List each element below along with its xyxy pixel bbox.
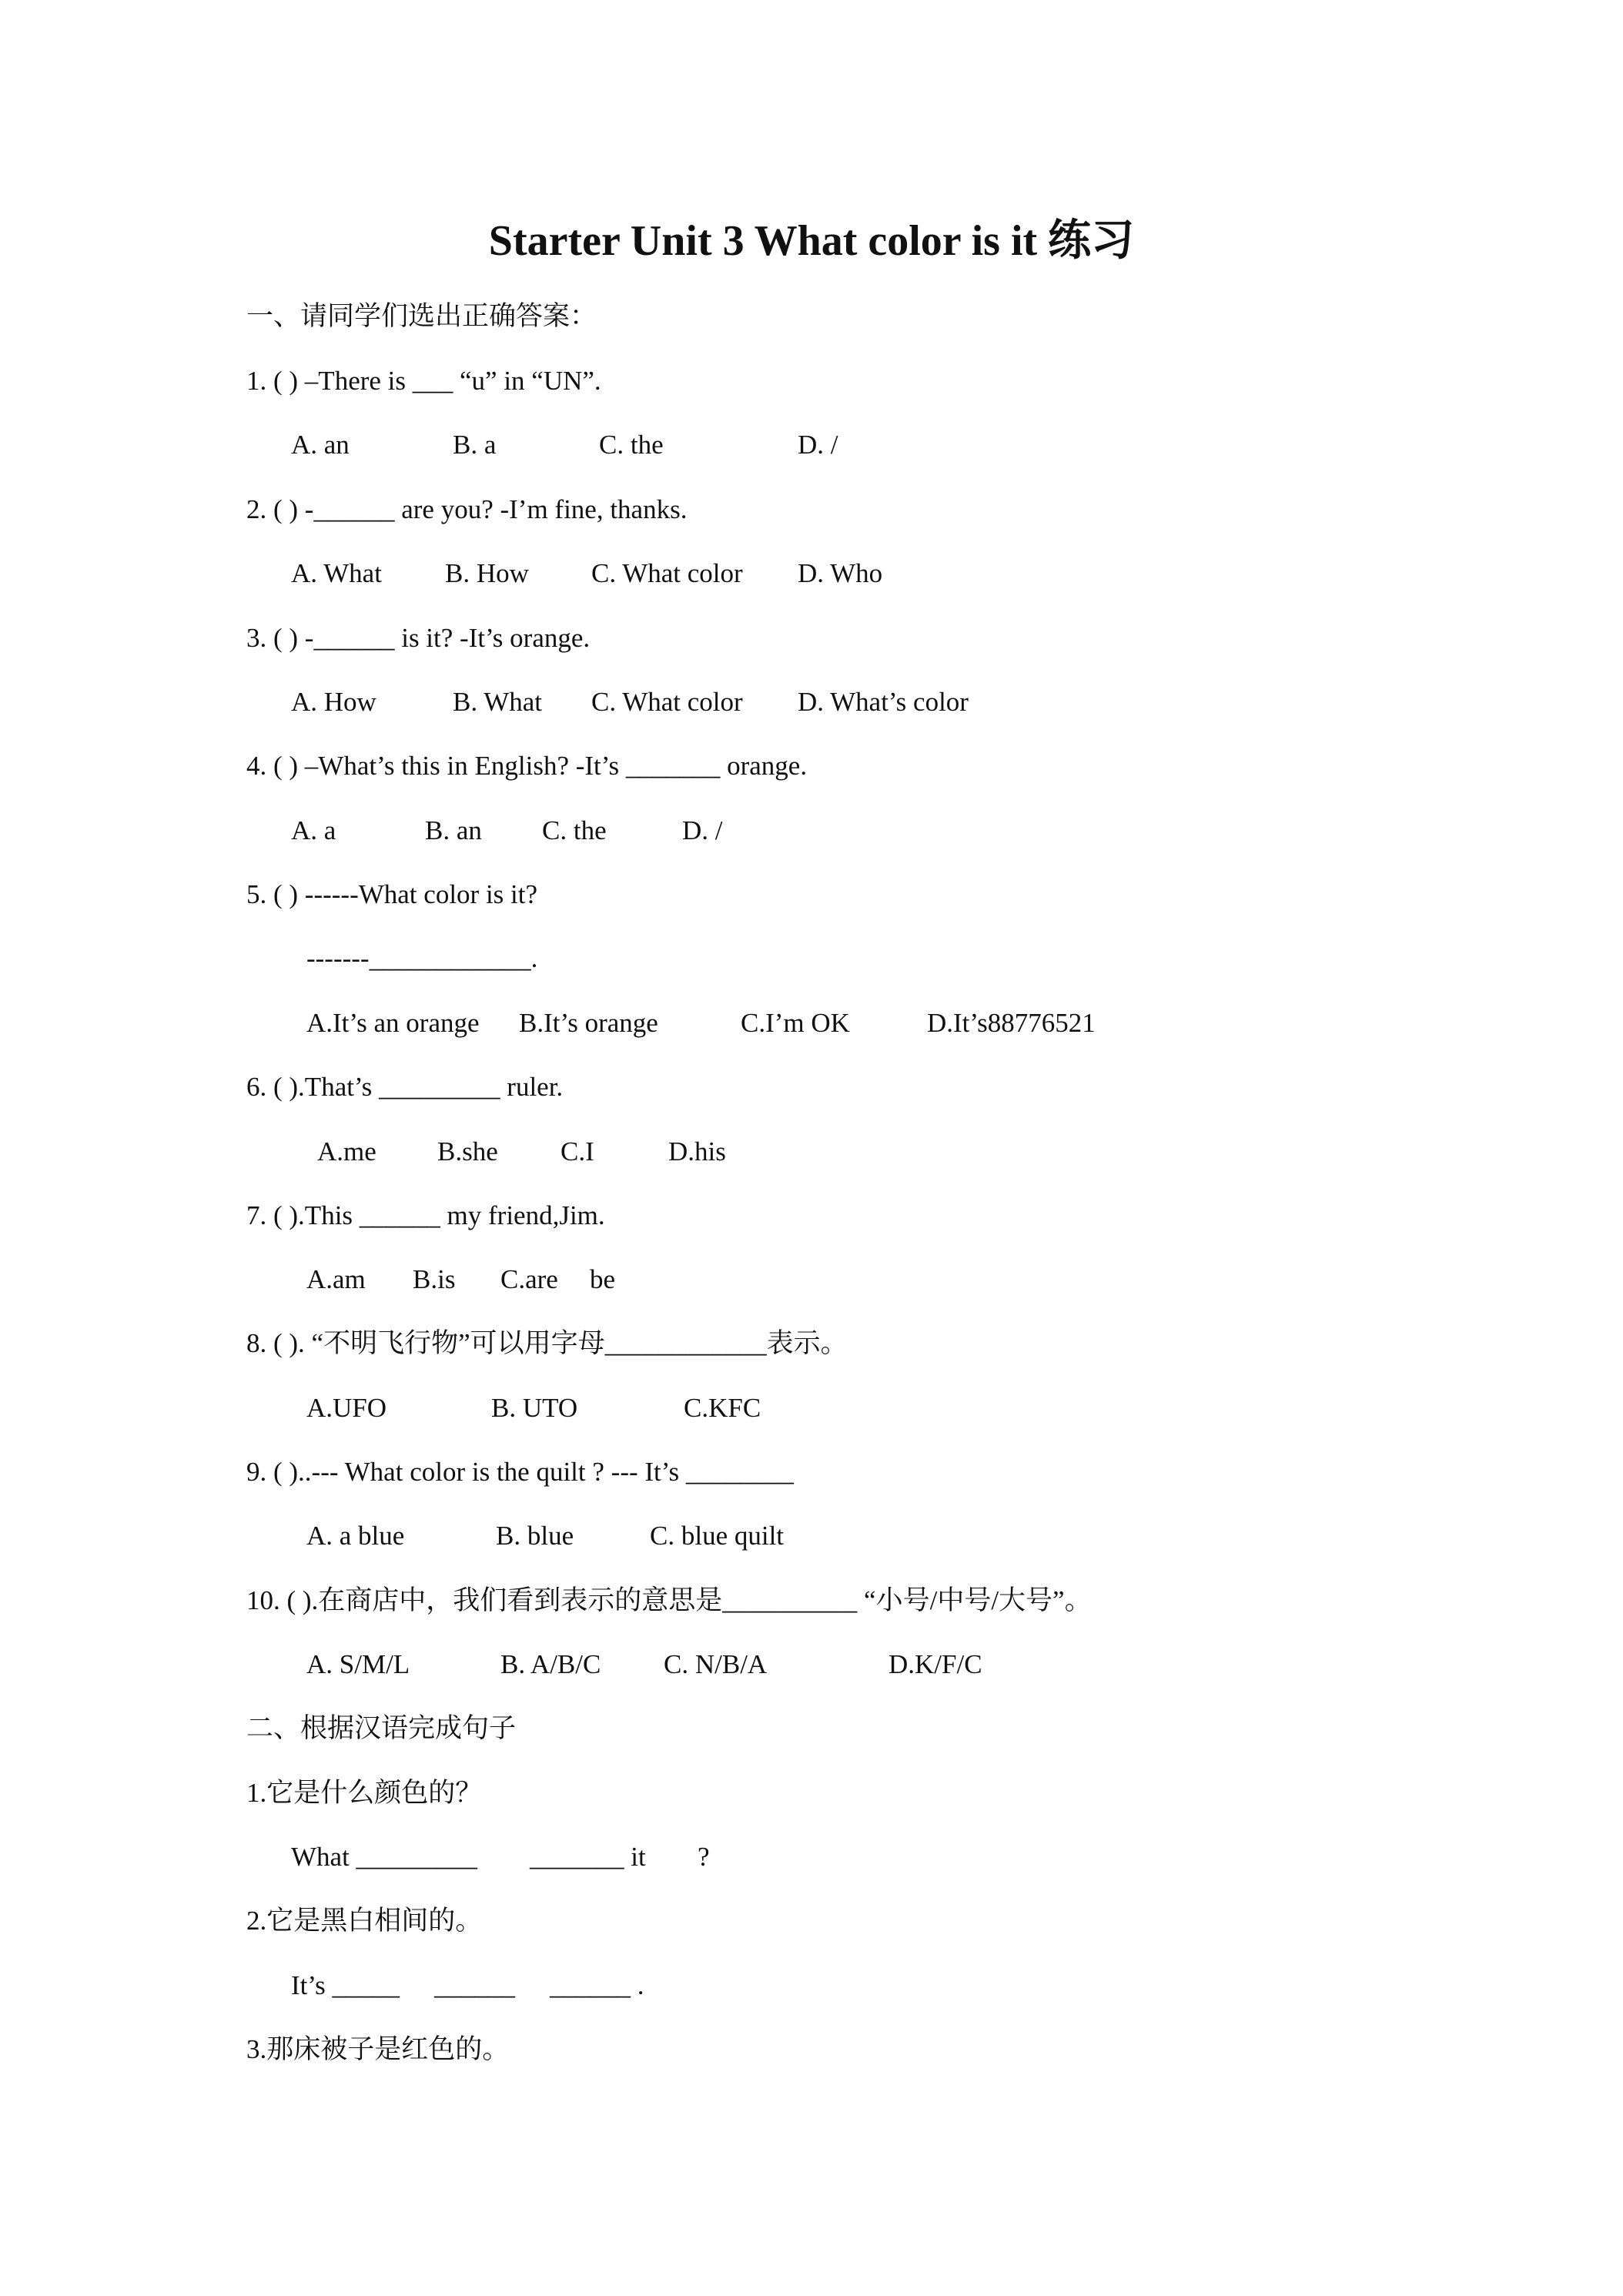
question-5-answer-line: -------____________.	[306, 943, 538, 973]
question-10-stem: 10. ( ).在商店中，我们看到表示的意思是__________ “小号/中号/大号”。	[246, 1585, 1092, 1615]
question-9-stem: 9. ( )..--- What color is the quilt ? --- It’s ________	[246, 1457, 794, 1487]
option-c: C. What color	[591, 687, 743, 717]
translation-1-answer	[291, 1839, 830, 1875]
answer-blank-1: It’s _____	[291, 1970, 400, 2000]
option-b: B. How	[445, 558, 529, 588]
option-d: D.his	[668, 1136, 726, 1166]
translation-2-prompt: 2.它是黑白相间的。	[246, 1906, 483, 1936]
option-a: A. an	[291, 430, 350, 460]
option-a: A. What	[291, 558, 382, 588]
question-3-stem: 3. ( ) -______ is it? -It’s orange.	[246, 623, 591, 653]
option-c: C. blue quilt	[650, 1521, 785, 1551]
option-d: D.K/F/C	[888, 1649, 982, 1679]
option-b: B. What	[453, 687, 543, 717]
question-5-stem: 5. ( ) ------What color is it?	[246, 879, 538, 909]
answer-blank-3: ______ .	[550, 1970, 644, 2000]
option-a: A. a blue	[306, 1521, 405, 1551]
answer-question-mark: ?	[698, 1842, 710, 1872]
section1-heading: 一、请同学们选出正确答案：	[246, 301, 597, 331]
option-c: C.KFC	[684, 1393, 761, 1423]
question-1-stem: 1. ( ) –There is ___ “u” in “UN”.	[246, 366, 601, 396]
option-b: B. UTO	[491, 1393, 578, 1423]
question-3-options	[291, 684, 984, 720]
question-6-stem: 6. ( ).That’s _________ ruler.	[246, 1072, 564, 1102]
option-d: D. /	[798, 430, 838, 460]
option-a: A. a	[291, 815, 336, 845]
option-c: C. What color	[591, 558, 743, 588]
page-title: Starter Unit 3 What color is it 练习	[488, 217, 1135, 265]
option-a: A.am	[306, 1264, 366, 1294]
question-10-options	[306, 1647, 1076, 1682]
question-1-options	[291, 427, 984, 463]
section2-heading: 二、根据汉语完成句子	[246, 1713, 517, 1743]
option-d: be	[590, 1264, 616, 1294]
option-b: B.she	[437, 1136, 498, 1166]
translation-2-answer	[291, 1968, 830, 2003]
question-5-options	[306, 1006, 1153, 1041]
answer-blank-2: ______	[434, 1970, 515, 2000]
answer-blank-1: What _________	[291, 1842, 478, 1872]
option-a: A.me	[317, 1136, 376, 1166]
question-9-options	[306, 1518, 999, 1554]
answer-blank-2: _______ it	[530, 1842, 646, 1872]
option-b: B. blue	[496, 1521, 574, 1551]
option-a: A. How	[291, 687, 376, 717]
option-a: A. S/M/L	[306, 1649, 410, 1679]
option-b: B. a	[453, 430, 497, 460]
question-2-options	[291, 556, 984, 591]
option-c: C. the	[542, 815, 607, 845]
question-8-options	[306, 1391, 999, 1426]
option-b: B.It’s orange	[519, 1008, 658, 1038]
option-c: C.I’m OK	[741, 1008, 850, 1038]
translation-3-prompt: 3.那床被子是红色的。	[246, 2034, 510, 2064]
option-c: C.are	[500, 1264, 558, 1294]
question-2-stem: 2. ( ) -______ are you? -I’m fine, thanks.	[246, 494, 688, 524]
question-7-options	[306, 1262, 999, 1297]
question-8-stem: 8. ( ). “不明飞行物”可以用字母____________表示。	[246, 1328, 848, 1358]
option-c: C. the	[599, 430, 664, 460]
question-4-options	[291, 813, 984, 848]
option-b: B.is	[413, 1264, 456, 1294]
translation-1-prompt: 1.它是什么颜色的？	[246, 1778, 483, 1808]
option-a: A.It’s an orange	[306, 1008, 480, 1038]
question-6-options	[317, 1134, 1010, 1170]
option-b: B. an	[425, 815, 482, 845]
option-d: D. What’s color	[798, 687, 969, 717]
option-d: D. /	[682, 815, 723, 845]
option-c: C.I	[561, 1136, 594, 1166]
option-c: C. N/B/A	[664, 1649, 768, 1679]
option-d: D. Who	[798, 558, 883, 588]
question-4-stem: 4. ( ) –What’s this in English? -It’s _______ orange.	[246, 751, 808, 781]
option-a: A.UFO	[306, 1393, 387, 1423]
option-d: D.It’s88776521	[927, 1008, 1096, 1038]
question-7-stem: 7. ( ).This ______ my friend,Jim.	[246, 1200, 605, 1230]
option-b: B. A/B/C	[500, 1649, 601, 1679]
